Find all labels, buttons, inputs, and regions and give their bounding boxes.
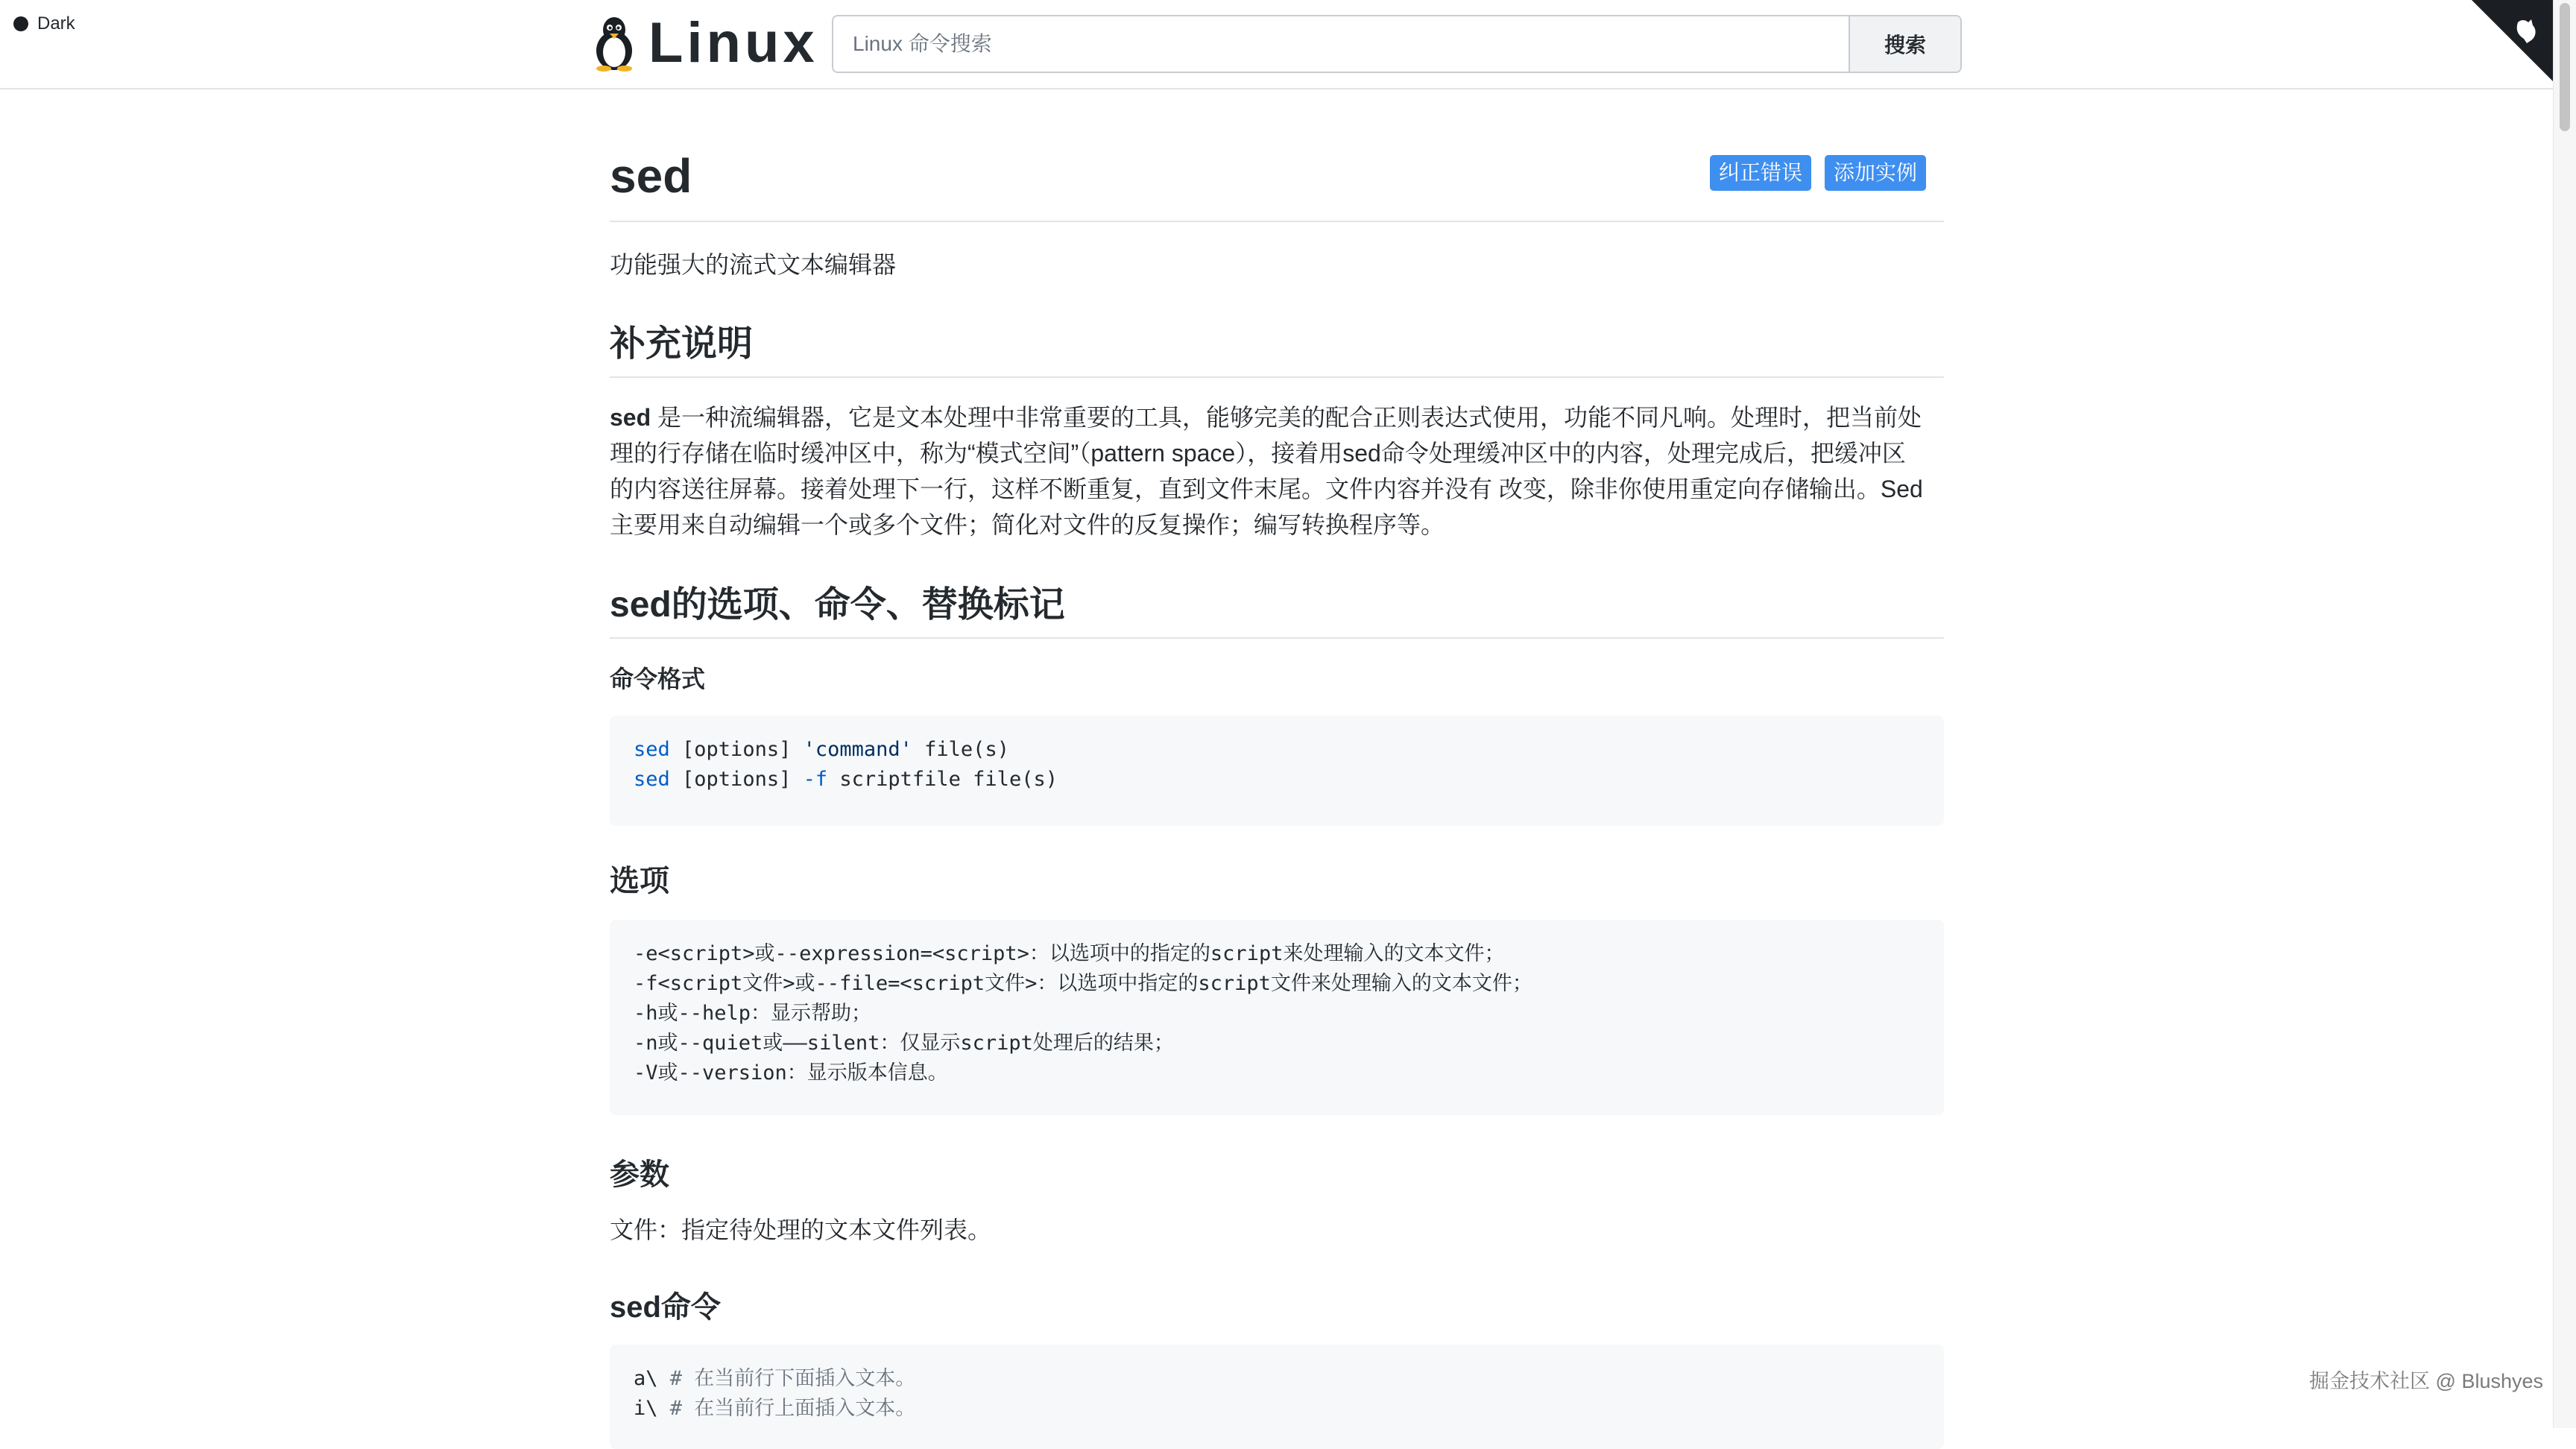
site-logo[interactable] [590, 11, 818, 75]
watermark: 掘金技术社区 @ Blushyes [2309, 1370, 2543, 1392]
dark-mode-toggle[interactable] [13, 13, 75, 34]
github-corner-icon[interactable] [2472, 0, 2554, 82]
code-line: -f<script文件>或--file=<script文件>：以选项中指定的script文件来处理输入的文本文件； [634, 972, 1532, 995]
main-content [610, 88, 1944, 1420]
code-line: a\ # 在当前行下面插入文本。 [634, 1367, 916, 1390]
description-paragraph: sed 是一种流编辑器，它是文本处理中非常重要的工具，能够完美的配合正则表达式使用，功能不同凡响。处理时，把当前处 理的行存储在临时缓冲区中，称为“模式空间”（pattern space），接着用sed命令处理缓冲区中的内容，处理完成后，把缓冲区 的内容送往屏幕。接着处理下一行，这样不断重复，直到文件末尾。文件内容并没有 改变，除非你使用重定向存储输出。Sed 主要用来自动编辑一个或多个文件；简化对文件的反复操作；编写转换程序等。 [610, 404, 1923, 538]
section-heading-options-commands: sed的选项、命令、替换标记 [610, 575, 1944, 639]
code-line: -V或--version：显示版本信息。 [634, 1061, 948, 1085]
section-heading-supplement: 补充说明 [610, 315, 1944, 378]
fix-error-button[interactable]: 纠正错误 [1710, 155, 1811, 191]
code-line: -n或--quiet或——silent：仅显示script处理后的结果； [634, 1032, 1174, 1055]
page-scrollbar[interactable] [2553, 0, 2576, 1428]
code-block-commands [610, 1345, 1944, 1449]
heading-sed-commands: sed命令 [610, 1291, 721, 1324]
code-line: -e<script>或--expression=<script>：以选项中的指定的script来处理输入的文本文件； [634, 942, 1505, 965]
heading-params: 参数 [610, 1158, 669, 1191]
sed-bold-term: sed [610, 404, 651, 431]
heading-command-format: 命令格式 [610, 666, 706, 692]
search-button[interactable]: 搜索 [1849, 16, 1960, 72]
code-block-options [610, 920, 1944, 1115]
top-header [0, 0, 2554, 89]
code-line: sed [options] 'command' file(s) [634, 738, 1009, 761]
moon-icon [13, 16, 28, 31]
heading-options: 选项 [610, 865, 669, 897]
code-line: -h或--help：显示帮助； [634, 1002, 872, 1025]
params-text: 文件：指定待处理的文本文件列表。 [610, 1216, 992, 1243]
search-input[interactable] [833, 16, 1849, 72]
page-subtitle: 功能强大的流式文本编辑器 [610, 251, 897, 278]
search-box [832, 15, 1962, 73]
penguin-icon [590, 15, 638, 72]
logo-text: Linux [648, 11, 818, 75]
page-title: sed [610, 149, 692, 203]
code-line: sed [options] -f scriptfile file(s) [634, 768, 1058, 791]
add-example-button[interactable]: 添加实例 [1825, 155, 1926, 191]
scrollbar-thumb[interactable] [2560, 3, 2570, 131]
code-line: i\ # 在当前行上面插入文本。 [634, 1397, 916, 1420]
dark-mode-label: Dark [37, 13, 75, 34]
title-row [610, 88, 1944, 222]
code-block-format [610, 716, 1944, 826]
